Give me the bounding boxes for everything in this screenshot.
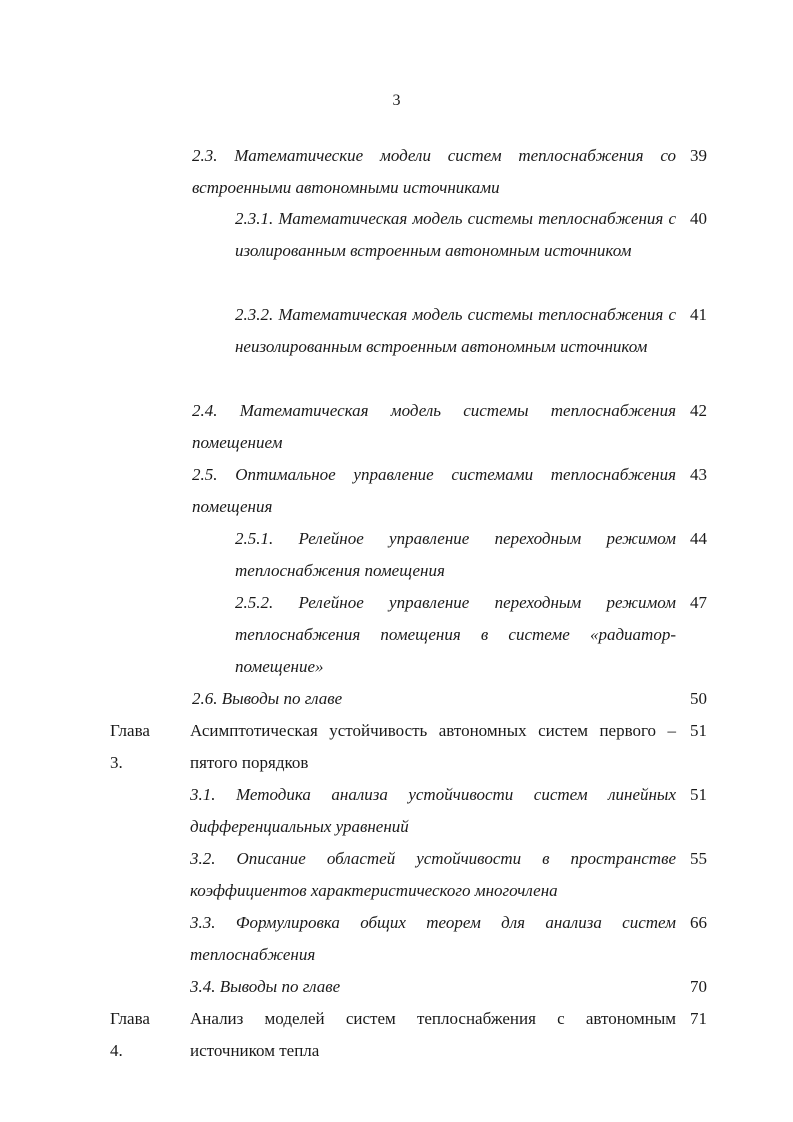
page-number: 3 bbox=[392, 92, 401, 109]
toc-entry-title: 2.4. Математическая модель системы теплоснабжения помещением bbox=[192, 401, 676, 452]
toc-entry-page: 70 bbox=[690, 977, 707, 996]
toc-entry-page: 50 bbox=[690, 689, 707, 708]
toc-entry-page: 44 bbox=[690, 529, 707, 548]
toc-entry-title: 3.2. Описание областей устойчивости в пространстве коэффициентов характеристического многочлена bbox=[190, 849, 676, 900]
toc-entry-page: 47 bbox=[690, 593, 707, 612]
toc-entry-title: Асимптотическая устойчивость автономных систем первого – пятого порядков bbox=[190, 721, 676, 772]
toc-entry-page: 51 bbox=[690, 721, 707, 740]
toc-entry-title: Анализ моделей систем теплоснабжения с автономным источником тепла bbox=[190, 1009, 676, 1060]
toc-entry-title: 2.5. Оптимальное управление системами теплоснабжения помещения bbox=[192, 465, 676, 516]
toc-entry-title: 2.3.1. Математическая модель системы теплоснабжения с изолированным встроенным автономным источником bbox=[235, 209, 676, 260]
toc-entry-title: 2.5.1. Релейное управление переходным режимом теплоснабжения помещения bbox=[235, 529, 676, 580]
toc-entry-title: 2.5.2. Релейное управление переходным режимом теплоснабжения помещения в системе «радиатор-помещение» bbox=[235, 593, 676, 676]
toc-entry-title: 3.1. Методика анализа устойчивости систем линейных дифференциальных уравнений bbox=[190, 785, 676, 836]
toc-entry-title: 2.3. Математические модели систем теплоснабжения со встроенными автономными источниками bbox=[192, 146, 676, 197]
toc-entry-title: 2.3.2. Математическая модель системы теплоснабжения с неизолированным встроенным автономным источником bbox=[235, 305, 676, 356]
toc-entry-page: 39 bbox=[690, 146, 707, 165]
toc-entry-page: 41 bbox=[690, 305, 707, 324]
toc-entry-page: 71 bbox=[690, 1009, 707, 1028]
toc-entry-page: 51 bbox=[690, 785, 707, 804]
toc-entry-title: 3.4. Выводы по главе bbox=[190, 977, 341, 996]
chapter-label: Глава 4. bbox=[110, 1009, 150, 1060]
chapter-label: Глава 3. bbox=[110, 721, 150, 772]
toc-entry-page: 43 bbox=[690, 465, 707, 484]
toc-entry-title: 2.6. Выводы по главе bbox=[192, 689, 343, 708]
toc-entry-page: 42 bbox=[690, 401, 707, 420]
toc-entry-page: 40 bbox=[690, 209, 707, 228]
toc-entry-title: 3.3. Формулировка общих теорем для анализа систем теплоснабжения bbox=[190, 913, 676, 964]
toc-entry-page: 66 bbox=[690, 913, 707, 932]
toc-entry-page: 55 bbox=[690, 849, 707, 868]
